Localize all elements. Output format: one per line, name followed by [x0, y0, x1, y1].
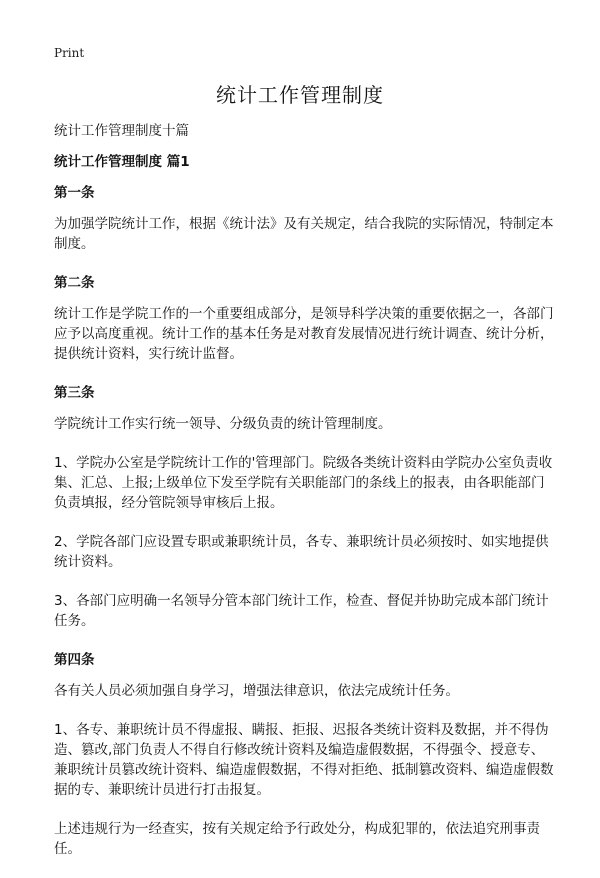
document-body — [54, 121, 554, 878]
article-1-paragraph-1: 为加强学院统计工作，根据《统计法》及有关规定，结合我院的实际情况，特制定本制度。 — [54, 216, 554, 252]
article-3-paragraph-4: 3、各部门应明确一名领导分管本部门统计工作，检查、督促并协助完成本部门统计任务。 — [54, 593, 549, 629]
article-3-paragraph-1: 学院统计工作实行统一领导、分级负责的统计管理制度。 — [54, 416, 392, 432]
article-heading-1: 第一条 — [54, 185, 95, 201]
print-link[interactable]: Print — [54, 46, 85, 60]
article-4-paragraph-3: 上述违规行为一经查实，按有关规定给予行政处分，构成犯罪的，依法追究刑事责任。 — [54, 821, 540, 857]
article-heading-3: 第三条 — [54, 385, 95, 401]
section-heading: 统计工作管理制度 篇1 — [54, 154, 190, 170]
article-heading-2: 第二条 — [54, 275, 95, 291]
article-3-paragraph-2: 1、学院办公室是学院统计工作的'管理部门。院级各类统计资料由学院办公室负责收集、汇总、上报;上级单位下发至学院有关职能部门的条线上的报表，由各职能部门负责填报，经分管院领导审核后上报。 — [54, 455, 553, 511]
article-2-paragraph-1: 统计工作是学院工作的一个重要组成部分，是领导科学决策的重要依据之一，各部门应予以高度重视。统计工作的基本任务是对教育发展情况进行统计调查、统计分析，提供统计资料，实行统计监督。 — [54, 306, 554, 362]
page-title: 统计工作管理制度 — [216, 83, 384, 107]
article-3-paragraph-3: 2、学院各部门应设置专职或兼职统计员，各专、兼职统计员必须按时、如实地提供统计资料。 — [54, 534, 549, 570]
article-4-paragraph-1: 各有关人员必须加强自身学习，增强法律意识，依法完成统计任务。 — [54, 683, 459, 699]
article-4-paragraph-2: 1、各专、兼职统计员不得虚报、瞒报、拒报、迟报各类统计资料及数据，并不得伪造、篡改,部门负责人不得自行修改统计资料及编造虚假数据，不得强令、授意专、兼职统计员篡改统计资料、编造虚假数据，不得对拒绝、抵制篡改资料、编造虚假数据的专、兼职统计员进行打击报复。 — [54, 722, 554, 798]
document-subtitle: 统计工作管理制度十篇 — [54, 123, 189, 139]
article-heading-4: 第四条 — [54, 652, 95, 668]
